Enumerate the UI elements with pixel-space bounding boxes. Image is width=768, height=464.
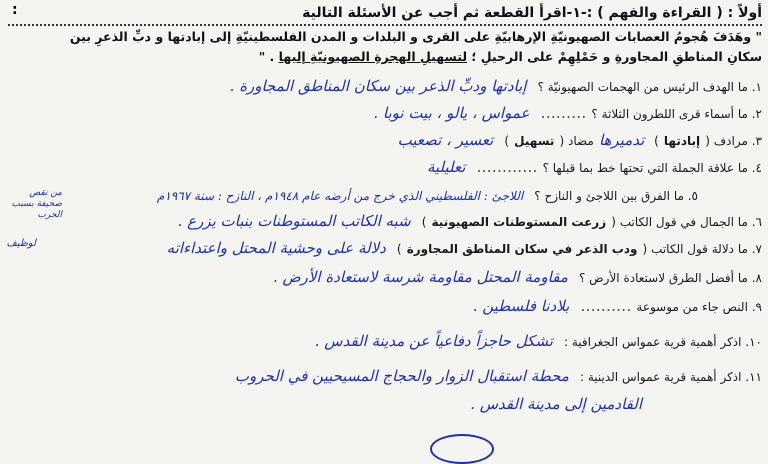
handwritten-answer: تدميرها: [598, 131, 645, 149]
passage-line-2: [8, 47, 762, 67]
handwritten-answer: تشكل حاجزاً دفاعياً عن مدينة القدس .: [314, 332, 553, 350]
question-7: ٧. ما دلالة قول الكاتب ( ودب الذعر في سكان المناطق المجاورة ) دلالة على وحشية المحتل واعتداءاته: [166, 239, 762, 257]
question-text: ): [421, 215, 427, 229]
ink-circle-mark: [430, 434, 494, 464]
section-title: أولاً : ( القراءة والفهم ) :-١-اقرأ القطعة ثم أجب عن الأسئلة التالية: [302, 5, 762, 21]
question-number: ٩: [755, 300, 762, 314]
question-3: ٣. مرادف ( إبادتها ) تدميرها مضاد ( تسهيل ) تعسير ، تصعيب: [397, 131, 762, 149]
question-keyword: زرعت المستوطنات الصهيونية: [431, 215, 607, 229]
question-1: ١. ما الهدف الرئيس من الهجمات الصهيونيّة ؟ إبادتها ودبِّ الذعر بين سكان المناطق المجاورة .: [229, 77, 762, 95]
question-11-continuation: [8, 394, 648, 413]
question-number: ١١: [749, 370, 762, 384]
question-11: ١١. اذكر أهمية قرية عمواس الدينية : محطة استقبال الزوار والحجاج المسيحيين في الحروب: [234, 367, 762, 385]
handwritten-answer: تعسير ، تصعيب: [397, 131, 494, 149]
handwritten-answer: تعليلية: [426, 158, 466, 176]
question-text: ما أسماء قرى اللطرون الثلاثة ؟: [591, 107, 748, 121]
handwritten-answer: اللاجئ : الفلسطيني الذي خرج من أرضه عام ١٩٤٨م ، النازح : سنة ١٩٦٧م: [156, 189, 524, 203]
question-text: ما الجمال في قول الكاتب (: [611, 215, 748, 229]
question-text: مضاد (: [559, 134, 594, 148]
question-text: ): [396, 242, 402, 256]
passage-underlined-text: لتسهيلِ الهجرةِ الصهيونيّةِ إليها: [278, 49, 468, 64]
question-text: اذكر أهمية قرية عمواس الجغرافية :: [564, 335, 742, 349]
handwritten-answer: بلادنا فلسطين .: [472, 297, 570, 315]
question-keyword: إبادتها: [663, 134, 701, 148]
question-text: اذكر أهمية قرية عمواس الدينية :: [579, 370, 742, 384]
handwritten-answer: مقاومة المحتل مقاومة شرسة لاستعادة الأرض .: [272, 268, 568, 286]
question-number: ١: [755, 80, 762, 94]
question-number: ٢: [755, 107, 762, 121]
question-9: ٩. النص جاء من موسوعة .......... بلادنا فلسطين .: [472, 296, 762, 315]
handwritten-answer: عمواس ، يالو ، بيت نوبا .: [373, 104, 530, 122]
handwritten-answer: القادمين إلى مدينة القدس .: [470, 395, 642, 413]
question-number: ٦: [755, 215, 762, 229]
margin-note-1: من نقص صحيفة بسبب الحرب: [11, 188, 62, 220]
question-number: ٥: [691, 189, 698, 203]
question-text: ما الفرق بين اللاجئ و النازح ؟: [534, 189, 684, 203]
handwritten-answer: محطة استقبال الزوار والحجاج المسيحيين في الحروب: [234, 367, 569, 385]
question-keyword: ودب الذعر في سكان المناطق المجاورة: [406, 242, 638, 256]
question-4: ٤. ما علاقة الجملة التي تحتها خط بما قبلها ؟ ............ تعليلية: [426, 157, 762, 176]
question-number: ٨: [755, 271, 762, 285]
handwritten-answer: إبادتها ودبِّ الذعر بين سكان المناطق المجاورة .: [229, 77, 527, 95]
question-text: ): [504, 134, 510, 148]
question-text: ما أفضل الطرق لاستعادة الأرض ؟: [578, 271, 748, 285]
passage-text-2c: . ": [258, 49, 279, 64]
handwritten-answer: شبه الكاتب المستوطنات بنبات يزرع .: [177, 212, 411, 230]
question-10: ١٠. اذكر أهمية قرية عمواس الجغرافية : تشكل حاجزاً دفاعياً عن مدينة القدس .: [314, 332, 762, 350]
question-text: ما الهدف الرئيس من الهجمات الصهيونيّة ؟: [537, 80, 748, 94]
question-text: ما دلالة قول الكاتب (: [642, 242, 748, 256]
passage-text-1: " وهَدَفَ هُجومُ العصابات الصهيونيّةِ الإرهابيّةِ على القرى و البلدات و المدن الفلسطينيّةِ إلى إبادتها و دبِّ الذعرِ بين: [69, 29, 762, 44]
question-keyword: تسهيل: [514, 134, 555, 148]
question-8: ٨. ما أفضل الطرق لاستعادة الأرض ؟ مقاومة المحتل مقاومة شرسة لاستعادة الأرض .: [272, 268, 762, 286]
handwritten-answer: دلالة على وحشية المحتل واعتداءاته: [166, 239, 386, 257]
question-number: ١٠: [749, 335, 762, 349]
question-2: ٢. ما أسماء قرى اللطرون الثلاثة ؟ ......... عمواس ، يالو ، بيت نوبا .: [373, 103, 762, 122]
question-text: ما علاقة الجملة التي تحتها خط بما قبلها ؟: [542, 161, 748, 175]
passage-line-1: [8, 27, 762, 47]
title-colon: :: [12, 2, 18, 18]
question-number: ٤: [755, 161, 762, 175]
question-number: ٣: [755, 134, 762, 148]
margin-note-2: لوظيف: [6, 238, 36, 249]
question-text: مرادف (: [705, 134, 748, 148]
question-text: ): [650, 134, 659, 148]
passage-text-2a: سكانِ المناطقِ المجاورةِ و حَمْلِهِمْ على الرحيلِ ؛: [467, 49, 762, 64]
question-6: ٦. ما الجمال في قول الكاتب ( زرعت المستوطنات الصهيونية ) شبه الكاتب المستوطنات بنبات يزرع .: [177, 212, 762, 230]
question-number: ٧: [755, 242, 762, 256]
question-5: ٥. ما الفرق بين اللاجئ و النازح ؟ اللاجئ : الفلسطيني الذي خرج من أرضه عام ١٩٤٨م ، النازح : سنة ١٩٦٧م: [156, 189, 698, 203]
question-text: النص جاء من موسوعة: [636, 300, 748, 314]
section-header: [8, 2, 762, 26]
